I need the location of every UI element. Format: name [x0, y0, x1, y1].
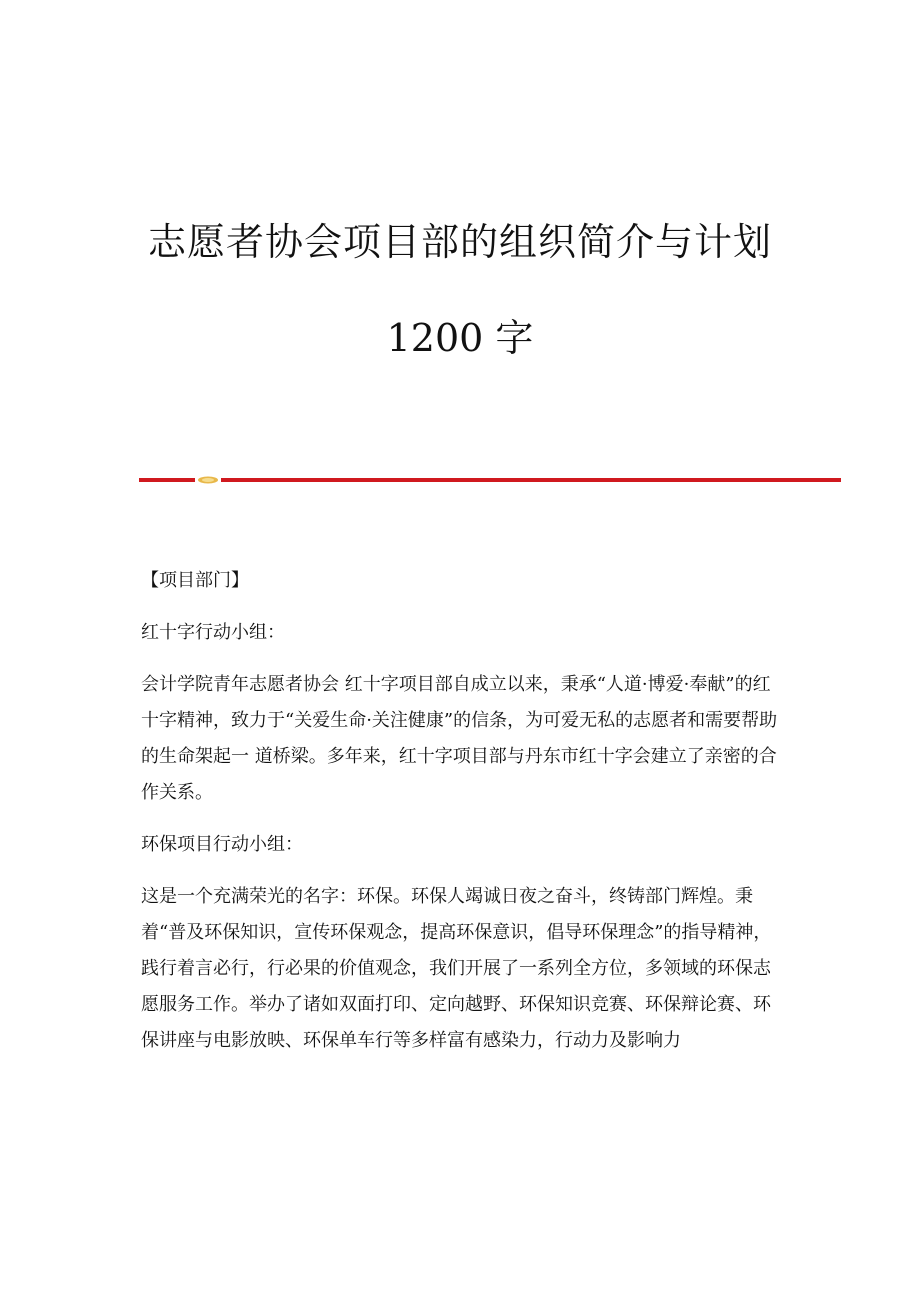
divider-bar-right [221, 478, 841, 482]
red-cross-paragraph: 会计学院青年志愿者协会 红十字项目部自成立以来，秉承“人道·博爱·奉献”的红十字精神，致力于“关爱生命·关注健康”的信条，为可爱无私的志愿者和需要帮助的生命架起一 道桥梁。多年来，红十字项目部与丹东市红十字会建立了亲密的合作关系。 [141, 674, 778, 803]
document-body [141, 563, 781, 1075]
red-cross-heading: 红十字行动小组： [141, 622, 285, 643]
divider-ornament-icon [197, 474, 219, 486]
divider-bar-left [139, 478, 195, 482]
document-title: 志愿者协会项目部的组织简介与计划 [147, 220, 772, 264]
env-paragraph: 这是一个充满荣光的名字：环保。环保人竭诚日夜之奋斗，终铸部门辉煌。秉着“普及环保知识，宣传环保观念，提高环保意识，倡导环保理念”的指导精神，践行着言必行，行必果的价值观念，我们开展了一系列全方位，多领域的环保志愿服务工作。举办了诸如双面打印、定向越野、环保知识竞赛、环保辩论赛、环保讲座与电影放映、环保单车行等多样富有感染力，行动力及影响力 [141, 886, 772, 1051]
title-divider [139, 474, 841, 486]
section-heading: 【项目部门】 [141, 570, 249, 591]
env-heading: 环保项目行动小组： [141, 834, 303, 855]
document-title-subline: 1200 字 [386, 316, 534, 360]
